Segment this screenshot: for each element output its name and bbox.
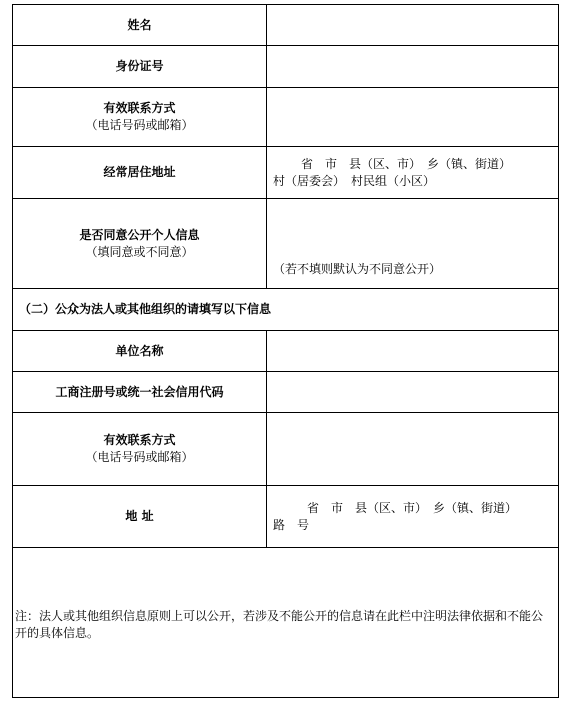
- org-section-title: （二）公众为法人或其他组织的请填写以下信息: [13, 289, 559, 331]
- id-number-label: 身份证号: [13, 46, 267, 88]
- info-form-table: [12, 4, 559, 698]
- row-section-org: [13, 289, 559, 331]
- name-field[interactable]: [267, 5, 559, 46]
- consent-label-cell: [13, 199, 267, 289]
- row-address: [13, 147, 559, 199]
- note-cell[interactable]: [13, 548, 559, 698]
- unit-name-label: 单位名称: [13, 331, 267, 372]
- registration-code-label: 工商注册号或统一社会信用代码: [13, 372, 267, 413]
- row-org-address: [13, 486, 559, 548]
- row-reg: [13, 372, 559, 413]
- row-unit: [13, 331, 559, 372]
- address-label: 经常居住地址: [13, 147, 267, 199]
- id-number-field[interactable]: [267, 46, 559, 88]
- row-id: [13, 46, 559, 88]
- registration-code-field[interactable]: [267, 372, 559, 413]
- address-line-2: 村（居委会） 村民组（小区）: [273, 173, 436, 188]
- row-consent: [13, 199, 559, 289]
- consent-hint: （若不填则默认为不同意公开）: [273, 262, 442, 276]
- org-address-line-1: 省 市 县（区、市） 乡（镇、街道）: [307, 500, 518, 515]
- contact-label-cell: [13, 88, 267, 147]
- org-contact-label-cell: [13, 413, 267, 486]
- row-name: [13, 5, 559, 46]
- contact-label: 有效联系方式: [103, 101, 176, 115]
- consent-sub-label: （填同意或不同意）: [85, 244, 194, 259]
- contact-field[interactable]: [267, 88, 559, 147]
- org-contact-field[interactable]: [267, 413, 559, 486]
- address-field[interactable]: [267, 147, 559, 199]
- note-text: 注：法人或其他组织信息原则上可以公开，若涉及不能公开的信息请在此栏中注明法律依据和不能公开的具体信息。: [15, 609, 544, 640]
- row-contact: [13, 88, 559, 147]
- org-contact-label: 有效联系方式: [103, 433, 176, 447]
- row-note: [13, 548, 559, 698]
- unit-name-field[interactable]: [267, 331, 559, 372]
- contact-sub-label: （电话号码或邮箱）: [85, 118, 194, 132]
- org-address-label: 地 址: [13, 486, 267, 548]
- org-contact-sub-label: （电话号码或邮箱）: [85, 450, 194, 464]
- consent-field[interactable]: [267, 199, 559, 289]
- org-address-line-2: 路 号: [273, 517, 310, 532]
- name-label: 姓名: [13, 5, 267, 46]
- row-org-contact: [13, 413, 559, 486]
- address-line-1: 省 市 县（区、市） 乡（镇、街道）: [301, 156, 512, 171]
- consent-label: 是否同意公开个人信息: [79, 227, 200, 242]
- org-address-field[interactable]: [267, 486, 559, 548]
